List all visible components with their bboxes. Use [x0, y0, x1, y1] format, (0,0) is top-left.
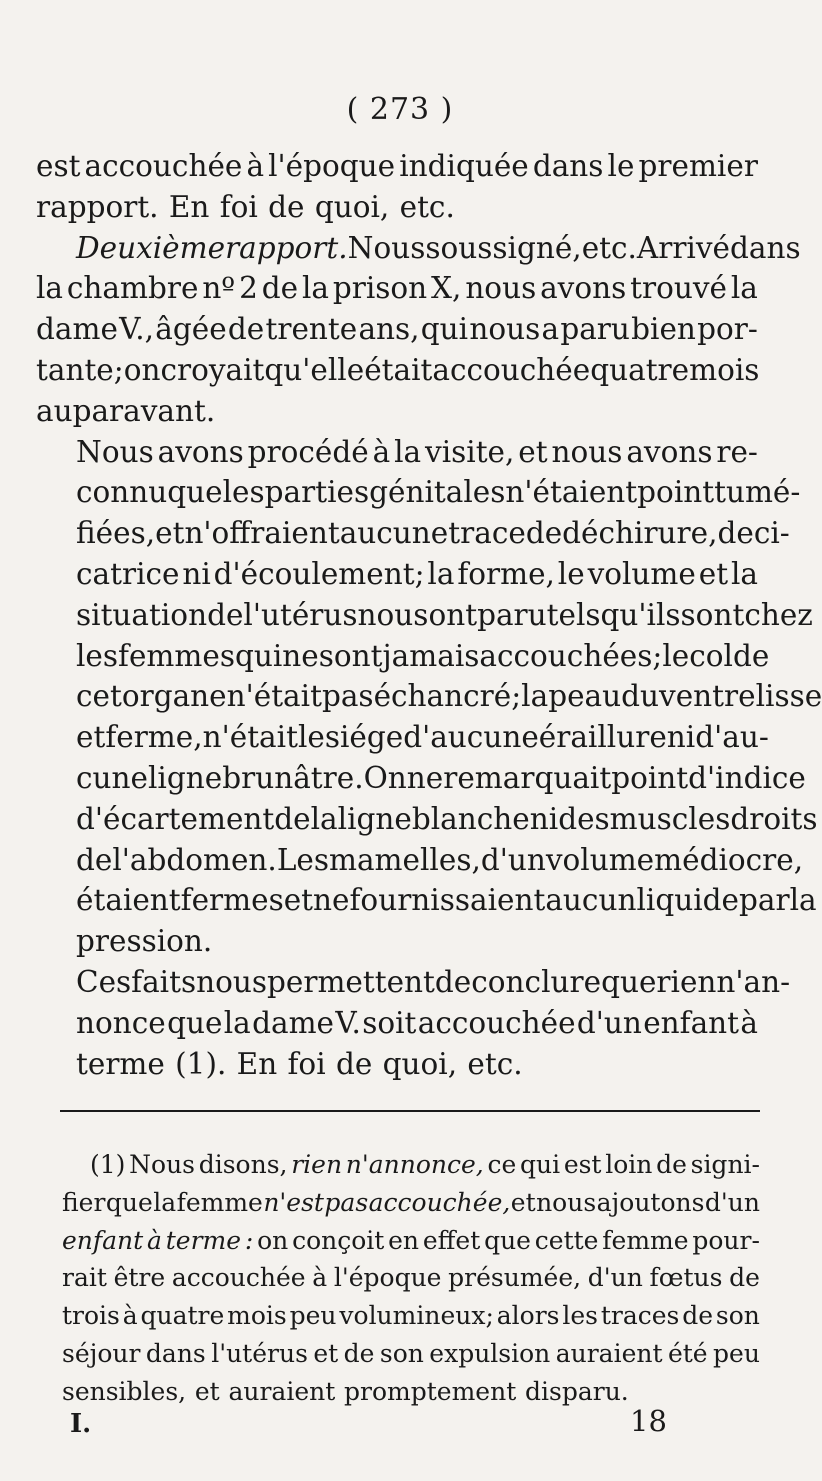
word: accouchée [171, 1263, 306, 1293]
word: le [557, 556, 585, 591]
word: rait [62, 1263, 107, 1293]
word: étaient [76, 883, 181, 918]
word: permettent [267, 964, 435, 999]
word: qui [420, 312, 469, 347]
word: et [283, 883, 314, 918]
word: avons [626, 434, 713, 469]
text-line [62, 1259, 760, 1297]
word: quoi, [314, 189, 390, 224]
word: : [244, 1225, 254, 1255]
word: catrice [76, 556, 180, 591]
word: nous [357, 597, 429, 632]
word: Nous [129, 1150, 195, 1179]
word: n'était [202, 720, 298, 755]
word: femme [176, 1187, 263, 1217]
text-line [36, 268, 758, 309]
word: paru [477, 597, 547, 632]
word: qui [519, 1150, 561, 1179]
word: que [167, 475, 223, 510]
word: de [525, 516, 563, 551]
word: accouchée [432, 352, 591, 387]
word: col [689, 638, 733, 673]
word: etc. [467, 1046, 523, 1081]
word: la [427, 556, 455, 591]
word: situation [76, 597, 208, 632]
word: mois [689, 352, 760, 387]
word: nous [196, 964, 268, 999]
word: traces [600, 1301, 680, 1331]
text-line [36, 350, 758, 391]
word: n'annonce, [345, 1150, 484, 1179]
word: prison [332, 271, 428, 306]
word: ventre [659, 679, 756, 714]
word: etc. [581, 230, 637, 265]
word: (1). [175, 1046, 227, 1081]
word: dame [252, 1005, 335, 1040]
word: d'écartement [76, 801, 275, 836]
word: chambre [66, 271, 199, 306]
word: d'un [576, 1005, 642, 1040]
word: d'écoulement; [213, 556, 425, 591]
word: de [76, 842, 113, 877]
word: trente [265, 312, 358, 347]
word: dame [36, 312, 118, 347]
word: de [343, 1338, 375, 1368]
word: que [167, 1005, 223, 1040]
word: les [76, 638, 119, 673]
text-line [36, 472, 801, 513]
text-line [62, 1146, 760, 1184]
word: muscles [609, 801, 731, 836]
word: médiocre, [654, 842, 804, 877]
word: ni [182, 556, 211, 591]
word: l'époque [268, 149, 396, 183]
word: son [715, 1301, 760, 1331]
word: pour- [692, 1225, 760, 1255]
word: ce [487, 1150, 517, 1179]
text-line [36, 513, 790, 554]
word: et [313, 1338, 339, 1368]
word: volume [545, 842, 655, 877]
word: de [434, 964, 472, 999]
footnote-divider [60, 1110, 760, 1112]
signature-mark-right: 18 [630, 1404, 667, 1438]
word: le [607, 149, 635, 183]
word: tante; [36, 352, 124, 387]
word: Arrivé [636, 230, 730, 265]
word: qui [234, 638, 283, 673]
word: V., [119, 312, 155, 347]
word: le [662, 638, 690, 673]
word: de [207, 597, 244, 632]
word: terme [76, 1046, 165, 1081]
word: cet [76, 679, 122, 714]
word: ne [282, 638, 319, 673]
word: et [698, 556, 729, 591]
word: n'est [263, 1187, 324, 1217]
text-line [36, 1044, 758, 1085]
word: présumée, [448, 1263, 582, 1293]
text-line [36, 1003, 758, 1044]
word: promptement [344, 1376, 517, 1406]
word: n'offraient [184, 516, 340, 551]
word: ont [428, 597, 478, 632]
word: (1) [90, 1150, 126, 1179]
word: par [738, 883, 790, 918]
word: échancré; [373, 679, 522, 714]
word: foi [287, 1046, 326, 1081]
word: n'étaient [505, 475, 638, 510]
word: auraient [228, 1376, 336, 1406]
word: génitales [369, 475, 506, 510]
word: est [563, 1150, 602, 1179]
word: signi- [690, 1150, 760, 1179]
word: que [601, 964, 657, 999]
word: jamais [382, 638, 480, 673]
word: du [621, 679, 660, 714]
word: accouchée, [368, 1187, 511, 1217]
word: de [261, 271, 299, 306]
word: que [484, 1225, 531, 1255]
word: rien [291, 1150, 343, 1179]
word: la [394, 434, 422, 469]
word: avons [157, 434, 244, 469]
word: conçoit [292, 1225, 385, 1255]
word: des [558, 801, 610, 836]
word: à [122, 1301, 138, 1331]
word: quatre [590, 352, 690, 387]
word: Nous [76, 434, 154, 469]
word: En [168, 189, 210, 224]
word: Ces [76, 964, 132, 999]
word: peau [548, 679, 622, 714]
word: pas [324, 1187, 369, 1217]
word: trouvé [630, 271, 727, 306]
word: et [155, 516, 185, 551]
text-line [62, 1222, 760, 1260]
word: la [521, 679, 549, 714]
word: cette [534, 1225, 599, 1255]
word: 2 [239, 271, 258, 306]
text-line [36, 554, 758, 595]
word: quoi, [382, 1046, 458, 1081]
word: de [268, 189, 305, 224]
word: procédé [247, 434, 369, 469]
word: por- [697, 312, 758, 347]
word: la [36, 271, 64, 306]
text-line [62, 1297, 760, 1335]
word: peu [289, 1301, 337, 1331]
word: de [732, 638, 770, 673]
word: premier [638, 149, 758, 183]
word: la [301, 271, 329, 306]
word: terme [165, 1225, 242, 1255]
word: conclure [471, 964, 602, 999]
word: l'utérus [243, 597, 358, 632]
word: d'un [480, 842, 546, 877]
word: mois [227, 1301, 287, 1331]
word: accouchée [417, 1005, 576, 1040]
word: disparu. [525, 1376, 629, 1406]
word: âgée [155, 312, 227, 347]
word: visite, [425, 434, 515, 469]
word: volume [587, 556, 696, 591]
text-line [36, 432, 758, 473]
word: n'était [226, 679, 322, 714]
word: soit [362, 1005, 417, 1040]
word: de [227, 312, 265, 347]
word: ligne [337, 801, 412, 836]
word: et [76, 720, 106, 755]
word: nous [469, 312, 541, 347]
word: d'au- [695, 720, 769, 755]
word: accouchée [84, 149, 243, 183]
word: nous [465, 271, 537, 306]
text-line [36, 880, 817, 921]
word: en [388, 1225, 420, 1255]
word: accouchées; [479, 638, 663, 673]
word: sensibles, [62, 1376, 187, 1406]
word: blanche [411, 801, 530, 836]
word: la [789, 883, 817, 918]
word: parties [264, 475, 370, 510]
word: enfant [643, 1005, 740, 1040]
word: organe [121, 679, 227, 714]
text-line [36, 921, 758, 962]
text-line [36, 799, 818, 840]
word: nous [536, 1187, 597, 1217]
word: tumé- [714, 475, 801, 510]
word: etc. [399, 189, 455, 224]
word: son [379, 1338, 424, 1368]
word: à [740, 1005, 758, 1040]
word: on [123, 352, 161, 387]
word: quatre [140, 1301, 225, 1331]
word: dans [730, 230, 801, 265]
word: auraient [555, 1338, 663, 1368]
word: la [153, 1187, 177, 1217]
word: qu'ils [600, 597, 681, 632]
word: fermes [180, 883, 284, 918]
word: nous [551, 434, 623, 469]
word: déchirure, [562, 516, 718, 551]
word: et [194, 1376, 220, 1406]
word: fournissaient [349, 883, 546, 918]
word: dans [145, 1338, 206, 1368]
word: à [372, 434, 391, 469]
text-line [36, 309, 758, 350]
word: tels [546, 597, 601, 632]
word: ajoutons [596, 1187, 705, 1217]
signature-mark-left: I. [70, 1409, 92, 1439]
word: ans, [358, 312, 420, 347]
text-line [36, 228, 801, 269]
word: femme [602, 1225, 689, 1255]
word: pas [321, 679, 374, 714]
word: sont [680, 597, 745, 632]
word: lisse [755, 679, 822, 714]
word: mamelles, [329, 842, 481, 877]
word: cune [76, 760, 148, 795]
word: re- [716, 434, 758, 469]
word: peu [713, 1338, 760, 1368]
word: l'abdomen. [112, 842, 277, 877]
word: l'époque [333, 1263, 442, 1293]
page-number: ( 273 ) [346, 92, 454, 127]
word: et [510, 1187, 536, 1217]
word: droits [730, 801, 818, 836]
word: disons, [198, 1150, 288, 1179]
word: être [113, 1263, 166, 1293]
word: siége [324, 720, 404, 755]
word: En [236, 1046, 278, 1081]
word: la [730, 556, 758, 591]
word: dans [532, 149, 604, 183]
text-line [36, 758, 806, 799]
word: fier [62, 1187, 106, 1217]
word: femmes [118, 638, 235, 673]
word: soussigné, [425, 230, 582, 265]
word: ne [406, 760, 444, 795]
word: trace [448, 516, 526, 551]
word: a [541, 312, 560, 347]
word: pression. [76, 924, 213, 959]
word: ni [666, 720, 696, 755]
word: éraillure [538, 720, 667, 755]
word: l'utérus [211, 1338, 308, 1368]
text-line [36, 146, 758, 187]
word: d'un [704, 1187, 760, 1217]
word: n'an- [716, 964, 791, 999]
word: la [730, 271, 758, 306]
word: trois [62, 1301, 120, 1331]
word: liquide [636, 883, 739, 918]
word: sont [318, 638, 383, 673]
word: ni [529, 801, 559, 836]
word: effet [422, 1225, 481, 1255]
word: volumineux; [339, 1301, 494, 1331]
word: faits [131, 964, 197, 999]
word: de [717, 516, 754, 551]
word: enfant [62, 1225, 144, 1255]
main-text [36, 146, 822, 1084]
word: auparavant. [36, 393, 216, 428]
word: X, [431, 271, 462, 306]
word: loin [605, 1150, 653, 1179]
text-line [36, 962, 791, 1003]
text-line [36, 595, 813, 636]
word: foi [219, 189, 258, 224]
word: rapport. [225, 230, 348, 265]
text-line [36, 840, 804, 881]
text-line [36, 187, 758, 228]
word: le [297, 720, 325, 755]
word: nº [202, 271, 236, 306]
word: nonce [76, 1005, 166, 1040]
word: connu [76, 475, 168, 510]
word: à [147, 1225, 162, 1255]
word: de [274, 801, 311, 836]
text-line [62, 1184, 760, 1222]
word: fiées, [76, 516, 156, 551]
word: Les [276, 842, 329, 877]
word: est [36, 149, 81, 183]
word: à [312, 1263, 328, 1293]
word: V. [335, 1005, 361, 1040]
text-line [36, 717, 769, 758]
text-line [36, 391, 758, 432]
word: aucun [545, 883, 637, 918]
word: paru [560, 312, 630, 347]
word: chez [744, 597, 813, 632]
word: la [310, 801, 338, 836]
word: que [105, 1187, 153, 1217]
word: fœtus [649, 1263, 723, 1293]
word: d'un [587, 1263, 643, 1293]
word: d'aucune [403, 720, 539, 755]
word: d'indice [688, 760, 806, 795]
word: remarquait [443, 760, 612, 795]
word: indiquée [399, 149, 529, 183]
word: croyait [160, 352, 265, 387]
word: point [637, 475, 715, 510]
word: ferme, [105, 720, 203, 755]
word: Deuxième [76, 230, 226, 265]
word: et [518, 434, 548, 469]
word: à [246, 149, 265, 183]
word: ne [313, 883, 350, 918]
word: de [682, 1301, 714, 1331]
word: Nous [347, 230, 426, 265]
word: ci- [753, 516, 790, 551]
word: la [223, 1005, 251, 1040]
word: ligne [147, 760, 223, 795]
word: de [335, 1046, 373, 1081]
word: était [364, 352, 433, 387]
word: point [611, 760, 689, 795]
text-line [36, 636, 770, 677]
word: alors [496, 1301, 560, 1331]
word: bien [631, 312, 696, 347]
word: été [667, 1338, 708, 1368]
word: avons [540, 271, 627, 306]
word: de [656, 1150, 687, 1179]
word: qu'elle [264, 352, 365, 387]
word: rapport. [36, 189, 159, 224]
word: forme, [457, 556, 555, 591]
footnote [62, 1146, 760, 1411]
word: de [729, 1263, 760, 1293]
text-line [62, 1335, 760, 1373]
word: rien [656, 964, 717, 999]
word: on [257, 1225, 289, 1255]
word: les [222, 475, 265, 510]
word: les [562, 1301, 598, 1331]
text-line [36, 676, 822, 717]
word: aucune [339, 516, 449, 551]
word: On [363, 760, 407, 795]
word: séjour [62, 1338, 141, 1368]
word: expulsion [429, 1338, 551, 1368]
word: brunâtre. [222, 760, 364, 795]
